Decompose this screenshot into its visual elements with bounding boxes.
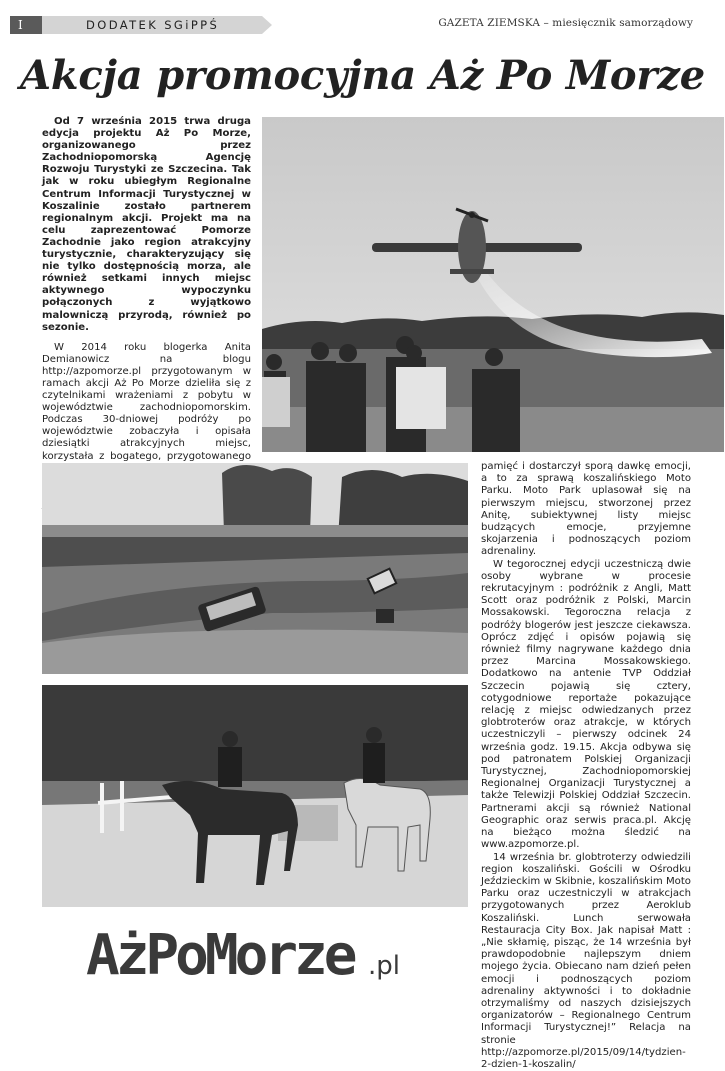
page-number: I: [18, 18, 23, 32]
logo-text-suffix: .pl: [368, 951, 400, 981]
azpomorze-logo: [86, 922, 426, 982]
left-column: [42, 116, 251, 519]
section-banner: [42, 16, 262, 34]
body-paragraph-1: W 2014 roku blogerka Anita Demianowicz na blogu http://azpomorze.pl przygotowanym w ramach akcji Aż Po Morze dzieliła się z czytelnikami wrażeniami z pobytu w województwie zachodniopomorskim. Podczas 30-dniowej podróży po województwie zobaczyła i opisała dziesiątki atrakcyjnych miejsc, korzystała z bogatego, przygotowanego: [42, 342, 251, 511]
body-paragraph-4: 14 września br. globtroterzy odwiedzili region koszaliński. Gościli w Ośrodku Jeździeckim w Skibnie, koszalińskim Moto Parku oraz uczestniczyli w atrakcjach przygotowanych przez Aeroklub Koszaliński. Lunch serwowała Restauracja City Box. Jak napisał Matt : „Nie skłamię, pisząc, że 14 września był prawdopodobnie najlepszym dniem mojego życia. Obiecano nam dzień pełen emocji i podnoszących poziom adrenaliny aktywności i to dokładnie otrzymaliśmy od naszych dzisiejszych organizatorów – Regionalnego Centrum Informacji Turystycznej!” Relacja na stronie http://azpomorze.pl/2015/09/14/tydzien-2-dzien-1-koszalin/: [481, 852, 691, 1071]
logo-text-main: AżPoMorze: [86, 923, 356, 988]
right-column: [481, 461, 691, 1071]
body-paragraph-2: pamięć i dostarczył sporą dawkę emocji, a to za sprawą koszalińskiego Moto Parku. Moto Park uplasował się na pierwszym miejscu, stworzonej przez Anitę, subiektywnej listy miejsc budzących emocje, przyjemne skojarzenia i podnoszących poziom adrenaliny.: [481, 461, 691, 559]
article-title: Akcja promocyjna Aż Po Morze: [0, 52, 725, 99]
lead-paragraph: Od 7 września 2015 trwa druga edycja projektu Aż Po Morze, organizowanego przez Zachodniopomorską Agencję Rozwoju Turystyki ze Szczecina. Tak jak w roku ubiegłym Regionalne Centrum Informacji Turystycznej w Koszalinie zostało partnerem regionalnym akcji. Projekt ma na celu zaprezentować Pomorze Zachodnie jako region atrakcyjny turystycznie, charakteryzujący się nie tylko dostępnością morza, ale również setkami innych miejsc aktywnego wypoczynku połączonych z wyjątkowo malowniczą przyrodą, również po sezonie.: [42, 116, 251, 334]
horse-riding-photo: [42, 685, 468, 907]
airplane-photo: [262, 117, 724, 452]
section-label: DODATEK SGiPPŚ: [86, 18, 219, 32]
rally-car-photo: [42, 463, 468, 674]
body-paragraph-3: W tegorocznej edycji uczestniczą dwie osoby wybrane w procesie rekrutacyjnym : podróżnik z Angli, Matt Scott oraz podróżnik z Polski, Marcin Mossakowski. Tegoroczna relacja z podróży blogerów jest jeszcze ciekawsza. Oprócz zdjęć i opisów pojawią się również filmy nagrywane każdego dnia przez Marcina Mossakowskiego. Dodatkowo na antenie TVP Oddział Szczecin pojawią się cztery, cotygodniowe reportaże pokazujące relację z miejsc odwiedzanych przez globtroterów oraz atrakcje, w których uczestniczyli – pierwszy odcinek 24 września godz. 19.15. Akcja odbywa się pod patronatem Polskiej Organizacji Turystycznej, Zachodniopomorskiej Regionalnej Organizacji Turystycznej a także Telewizji Polskiej Oddział Szczecin. Partnerami akcji są również National Geographic oraz serwis praca.pl. Akcję na bieżąco można śledzić na www.azpomorze.pl.: [481, 559, 691, 852]
publication-name: GAZETA ZIEMSKA – miesięcznik samorządowy: [438, 17, 693, 29]
page-number-box: [10, 16, 42, 34]
